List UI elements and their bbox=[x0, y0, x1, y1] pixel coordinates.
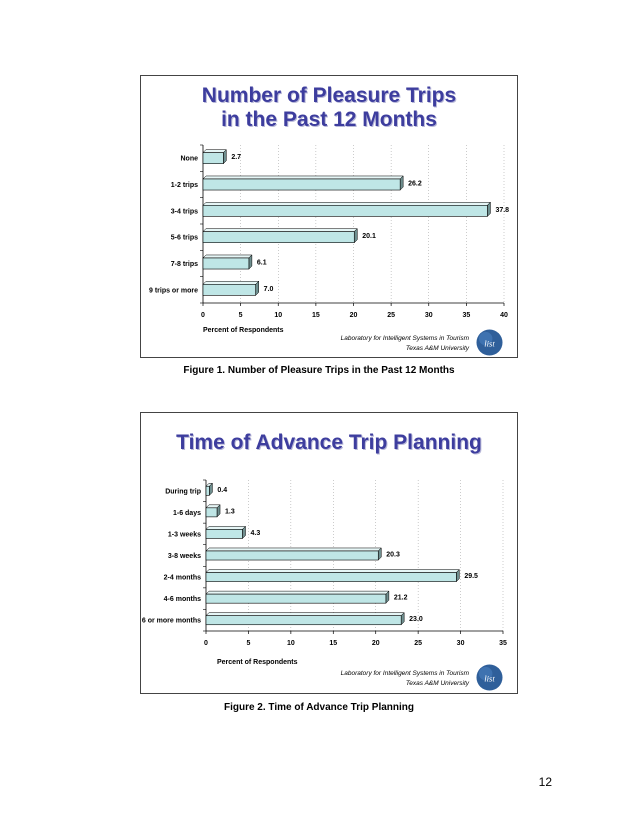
data-label: 4.3 bbox=[250, 529, 261, 537]
x-tick-label: 40 bbox=[500, 312, 508, 319]
bar-1-1 bbox=[203, 179, 400, 190]
x-tick-label: 5 bbox=[246, 640, 251, 647]
data-label: 26.2 bbox=[408, 180, 422, 188]
category-label: 2-4 months bbox=[163, 574, 201, 582]
bar-1-5 bbox=[203, 284, 256, 295]
category-label: 1-2 trips bbox=[170, 182, 198, 189]
bar-2-4 bbox=[206, 573, 456, 582]
category-label: 3-4 trips bbox=[170, 208, 198, 216]
category-label: 9 trips or more bbox=[148, 287, 198, 295]
figure-caption-2: Figure 2. Time of Advance Trip Planning bbox=[223, 702, 415, 713]
bar-top-face bbox=[203, 150, 226, 153]
bar-2-3 bbox=[206, 551, 378, 560]
bar-2-0 bbox=[206, 486, 209, 495]
x-tick-label: 0 bbox=[201, 312, 205, 319]
bar-2-1 bbox=[206, 508, 217, 517]
x-tick-label: 20 bbox=[371, 640, 380, 647]
x-tick-label: 20 bbox=[349, 312, 358, 319]
bar-1-3 bbox=[203, 232, 354, 243]
x-tick-label: 30 bbox=[456, 640, 465, 647]
bar-chart-1 bbox=[141, 76, 517, 357]
category-label: None bbox=[180, 155, 198, 163]
svg-text:list: list bbox=[484, 338, 495, 349]
lab-name-1: Laboratory for Intelligent Systems in Tourism bbox=[340, 335, 469, 342]
data-label: 20.3 bbox=[386, 551, 400, 559]
bar-1-2 bbox=[203, 205, 487, 216]
data-label: 37.8 bbox=[495, 206, 510, 214]
data-label: 20.1 bbox=[362, 233, 376, 241]
category-label: 5-6 trips bbox=[170, 234, 198, 242]
university-name-1: Texas A&M University bbox=[405, 344, 469, 352]
data-label: 2.7 bbox=[231, 154, 242, 162]
bar-1-4 bbox=[203, 258, 249, 269]
svg-text:list: list bbox=[484, 673, 495, 684]
bar-top-face bbox=[203, 229, 357, 232]
list-logo-icon bbox=[476, 664, 503, 691]
category-label: 3-8 weeks bbox=[167, 553, 201, 560]
chart-title-1-line-2: in the Past 12 Months bbox=[221, 107, 437, 131]
lab-credit-2 bbox=[341, 669, 469, 689]
data-label: 29.5 bbox=[464, 573, 478, 581]
category-label: 4-6 months bbox=[163, 596, 201, 604]
x-tick-label: 35 bbox=[462, 312, 471, 319]
x-tick-label: 0 bbox=[204, 640, 208, 647]
bar-top-face bbox=[206, 570, 459, 573]
data-label: 7.0 bbox=[263, 285, 274, 293]
x-tick-label: 10 bbox=[286, 640, 295, 647]
bar-2-5 bbox=[206, 594, 386, 603]
chart-title-2-line-1: Time of Advance Trip Planning bbox=[176, 431, 482, 454]
bar-top-face bbox=[203, 202, 490, 205]
bar-top-face bbox=[206, 548, 381, 551]
data-label: 23.0 bbox=[409, 616, 423, 624]
category-label: During trip bbox=[165, 488, 201, 496]
x-tick-label: 15 bbox=[329, 640, 338, 647]
data-label: 1.3 bbox=[225, 508, 235, 516]
chart-panel-2 bbox=[140, 412, 518, 694]
bar-2-6 bbox=[206, 616, 401, 625]
university-name-2: Texas A&M University bbox=[405, 679, 469, 687]
x-axis-label-2: Percent of Respondents bbox=[217, 659, 298, 666]
category-label: 1-3 weeks bbox=[167, 531, 201, 539]
x-axis-label-1: Percent of Respondents bbox=[203, 327, 284, 334]
chart-panel-1 bbox=[140, 75, 518, 358]
bar-1-0 bbox=[203, 153, 223, 164]
x-tick-label: 10 bbox=[274, 312, 283, 319]
chart-title-1-line-1: Number of Pleasure Trips bbox=[201, 84, 457, 107]
bar-top-face bbox=[206, 613, 404, 616]
figure-caption-1: Figure 1. Number of Pleasure Trips in the Past 12 Months bbox=[183, 365, 455, 376]
x-tick-label: 5 bbox=[238, 312, 243, 319]
bar-chart-2 bbox=[141, 413, 517, 693]
lab-name-2: Laboratory for Intelligent Systems in Tourism bbox=[340, 670, 469, 677]
x-tick-label: 15 bbox=[311, 312, 320, 319]
x-tick-label: 25 bbox=[387, 312, 396, 319]
page-number: 12 bbox=[538, 775, 552, 789]
x-tick-label: 25 bbox=[414, 640, 423, 647]
category-label: 7-8 trips bbox=[170, 261, 198, 268]
bar-top-face bbox=[203, 255, 252, 258]
bar-top-face bbox=[206, 591, 389, 594]
x-tick-label: 35 bbox=[499, 640, 507, 647]
category-label: 1-6 days bbox=[172, 509, 201, 517]
bar-top-face bbox=[203, 281, 259, 284]
data-label: 21.2 bbox=[393, 594, 408, 602]
bar-top-face bbox=[203, 176, 403, 179]
list-logo-icon bbox=[476, 329, 503, 356]
lab-credit-1 bbox=[341, 334, 469, 354]
data-label: 6.1 bbox=[256, 259, 267, 267]
bar-top-face bbox=[206, 526, 245, 529]
category-label: 6 or more months bbox=[141, 617, 201, 625]
x-tick-label: 30 bbox=[424, 312, 433, 319]
bar-2-2 bbox=[206, 529, 242, 538]
data-label: 0.4 bbox=[217, 486, 228, 494]
